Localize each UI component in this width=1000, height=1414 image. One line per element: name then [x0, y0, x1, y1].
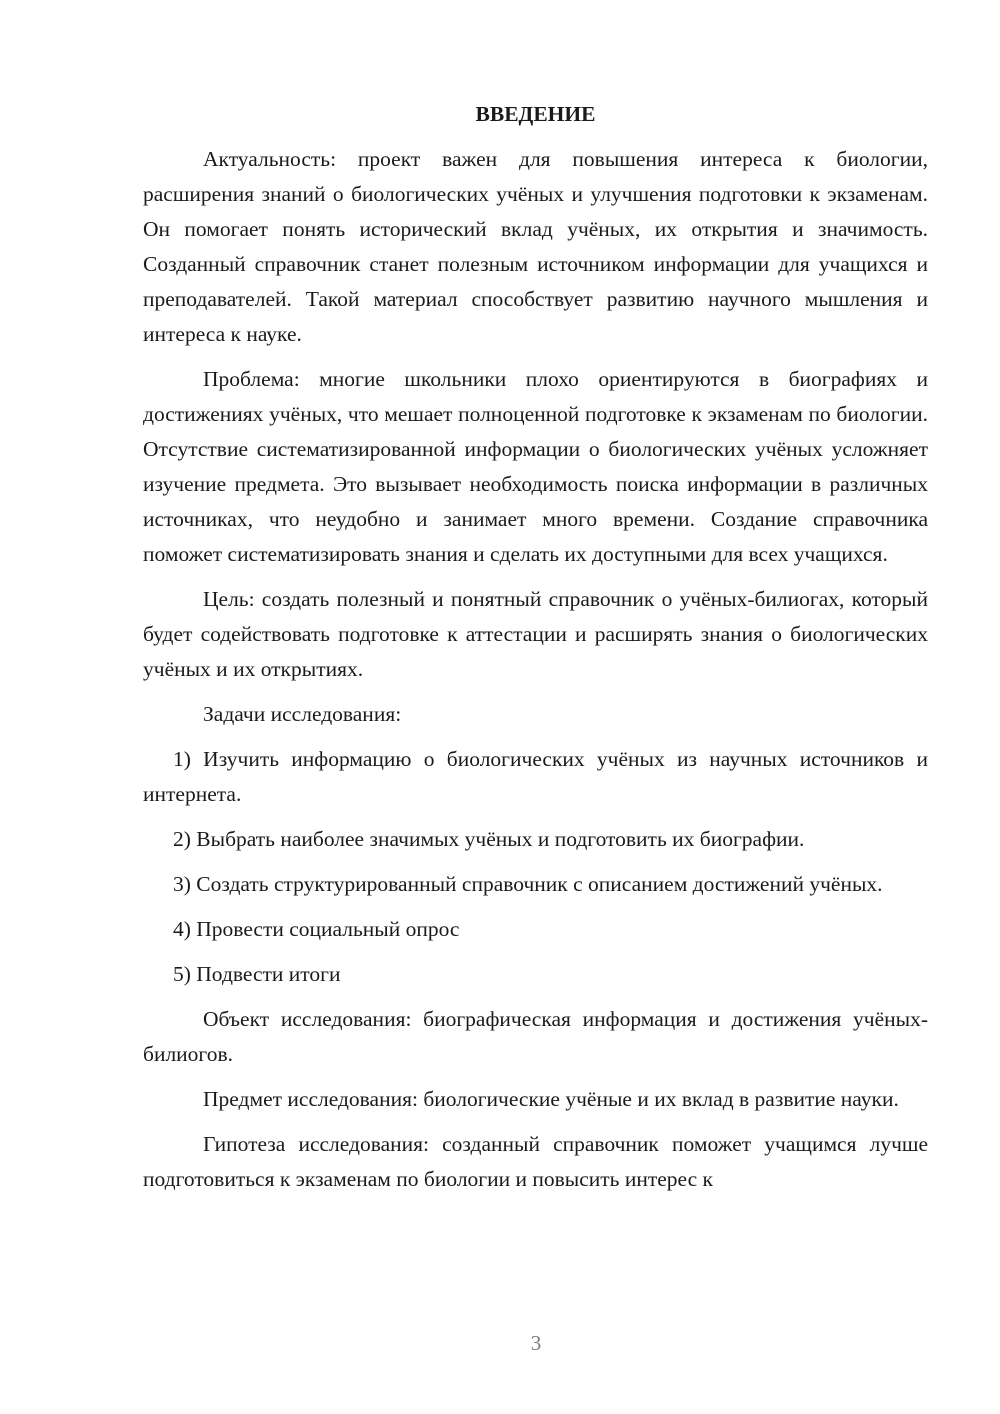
- task-item-3: 3) Создать структурированный справочник с описанием достижений учёных.: [173, 872, 883, 896]
- task-item-1: 1) Изучить информацию о биологических учёных из научных источников и интернета.: [143, 747, 928, 806]
- page-number: 3: [530, 1331, 542, 1355]
- tasks-heading: Задачи исследования:: [203, 702, 402, 726]
- task-item-2: 2) Выбрать наиболее значимых учёных и подготовить их биографии.: [173, 827, 805, 851]
- page-title: ВВЕДЕНИЕ: [475, 102, 596, 126]
- task-item-4: 4) Провести социальный опрос: [173, 917, 460, 941]
- task-item-5: 5) Подвести итоги: [173, 962, 341, 986]
- paragraph-subject: Предмет исследования: биологические учёные и их вклад в развитие науки.: [203, 1087, 899, 1111]
- paragraph-relevance: Актуальность: проект важен для повышения интереса к биологии, расширения знаний о биологических учёных и улучшения подготовки к экзаменам. Он помогает понять исторический вклад учёных, их открытия и значимость. Созданный справочник станет полезным источником информации для учащихся и преподавателей. Такой материал способствует развитию научного мышления и интереса к науке.: [143, 147, 928, 346]
- page-content: [143, 97, 928, 1207]
- paragraph-goal: Цель: создать полезный и понятный справочник о учёных-билиогах, который будет содействовать подготовке к аттестации и расширять знания о биологических учёных и их открытиях.: [143, 587, 928, 681]
- paragraph-problem: Проблема: многие школьники плохо ориентируются в биографиях и достижениях учёных, что мешает полноценной подготовке к экзаменам по биологии. Отсутствие систематизированной информации о биологических учёных усложняет изучение предмета. Это вызывает необходимость поиска информации в различных источниках, что неудобно и занимает много времени. Создание справочника поможет систематизировать знания и сделать их доступными для всех учащихся.: [143, 367, 928, 566]
- paragraph-hypothesis: Гипотеза исследования: созданный справочник поможет учащимся лучше подготовиться к экзаменам по биологии и повысить интерес к: [143, 1132, 928, 1191]
- paragraph-object: Объект исследования: биографическая информация и достижения учёных-билиогов.: [143, 1007, 928, 1066]
